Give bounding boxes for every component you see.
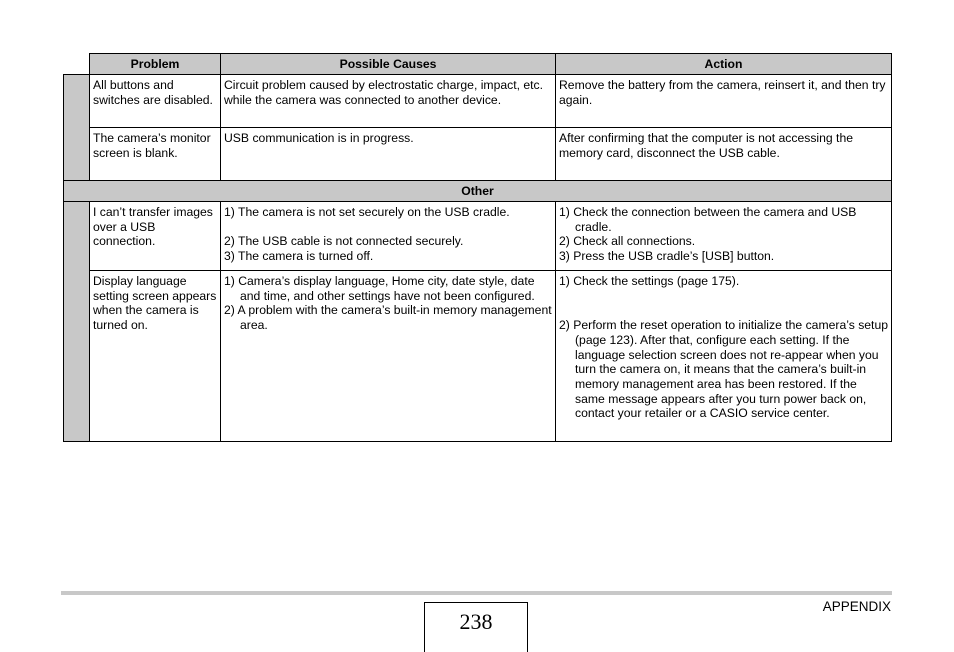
header-problem: Problem xyxy=(90,54,221,75)
causes-cell xyxy=(221,271,556,442)
causes-list xyxy=(224,274,552,333)
table-row xyxy=(64,202,892,271)
list-item: 1) Check the connection between the camera and USB cradle. xyxy=(559,205,857,234)
section-title: Other xyxy=(64,181,892,202)
section-row-other xyxy=(64,181,892,202)
header-corner xyxy=(64,54,90,75)
action-cell: After confirming that the computer is not accessing the memory card, disconnect the USB cable. xyxy=(556,128,892,181)
list-item: 2) A problem with the camera’s built-in memory management area. xyxy=(224,303,552,333)
actions-list xyxy=(559,205,888,264)
table-header-row xyxy=(64,54,892,75)
troubleshooting-table xyxy=(63,53,892,442)
header-action: Action xyxy=(556,54,892,75)
problem-cell: I can’t transfer images over a USB connection. xyxy=(90,202,221,271)
table-row xyxy=(64,271,892,442)
list-item: 1) The camera is not set securely on the USB cradle. xyxy=(224,205,510,219)
list-item: 3) Press the USB cradle’s [USB] button. xyxy=(559,249,775,264)
problem-cell: Display language setting screen appears when the camera is turned on. xyxy=(90,271,221,442)
list-item: 2) Check all connections. xyxy=(559,234,696,249)
causes-cell xyxy=(221,202,556,271)
list-item: 1) Camera’s display language, Home city, date style, date and time, and other settings have not been configured. xyxy=(224,274,535,303)
actions-list xyxy=(559,274,888,421)
header-causes: Possible Causes xyxy=(221,54,556,75)
list-item: 1) Check the settings (page 175). xyxy=(559,274,740,288)
table-row xyxy=(64,128,892,181)
problem-cell: The camera’s monitor screen is blank. xyxy=(90,128,221,181)
action-cell xyxy=(556,271,892,442)
problem-cell: All buttons and switches are disabled. xyxy=(90,75,221,128)
list-item: 2) Perform the reset operation to initialize the camera’s setup (page 123). After that, configure each setting. If the language selection screen does not re-appear when you turn the camera on, it means that the camera’s built-in memory management area has been restored. If the same message appears after you turn power back on, contact your retailer or a CASIO service center. xyxy=(559,318,889,421)
table-row xyxy=(64,75,892,128)
causes-list xyxy=(224,205,552,264)
side-tab xyxy=(64,75,90,181)
page-number: 238 xyxy=(424,602,528,652)
list-item: 2) The USB cable is not connected securely. xyxy=(224,234,464,249)
footer-divider xyxy=(61,591,892,595)
section-label: APPENDIX xyxy=(822,599,891,614)
list-item: 3) The camera is turned off. xyxy=(224,249,374,264)
action-cell xyxy=(556,202,892,271)
side-tab xyxy=(64,202,90,442)
action-cell: Remove the battery from the camera, reinsert it, and then try again. xyxy=(556,75,892,128)
causes-cell: USB communication is in progress. xyxy=(221,128,556,181)
causes-cell: Circuit problem caused by electrostatic charge, impact, etc. while the camera was connected to another device. xyxy=(221,75,556,128)
